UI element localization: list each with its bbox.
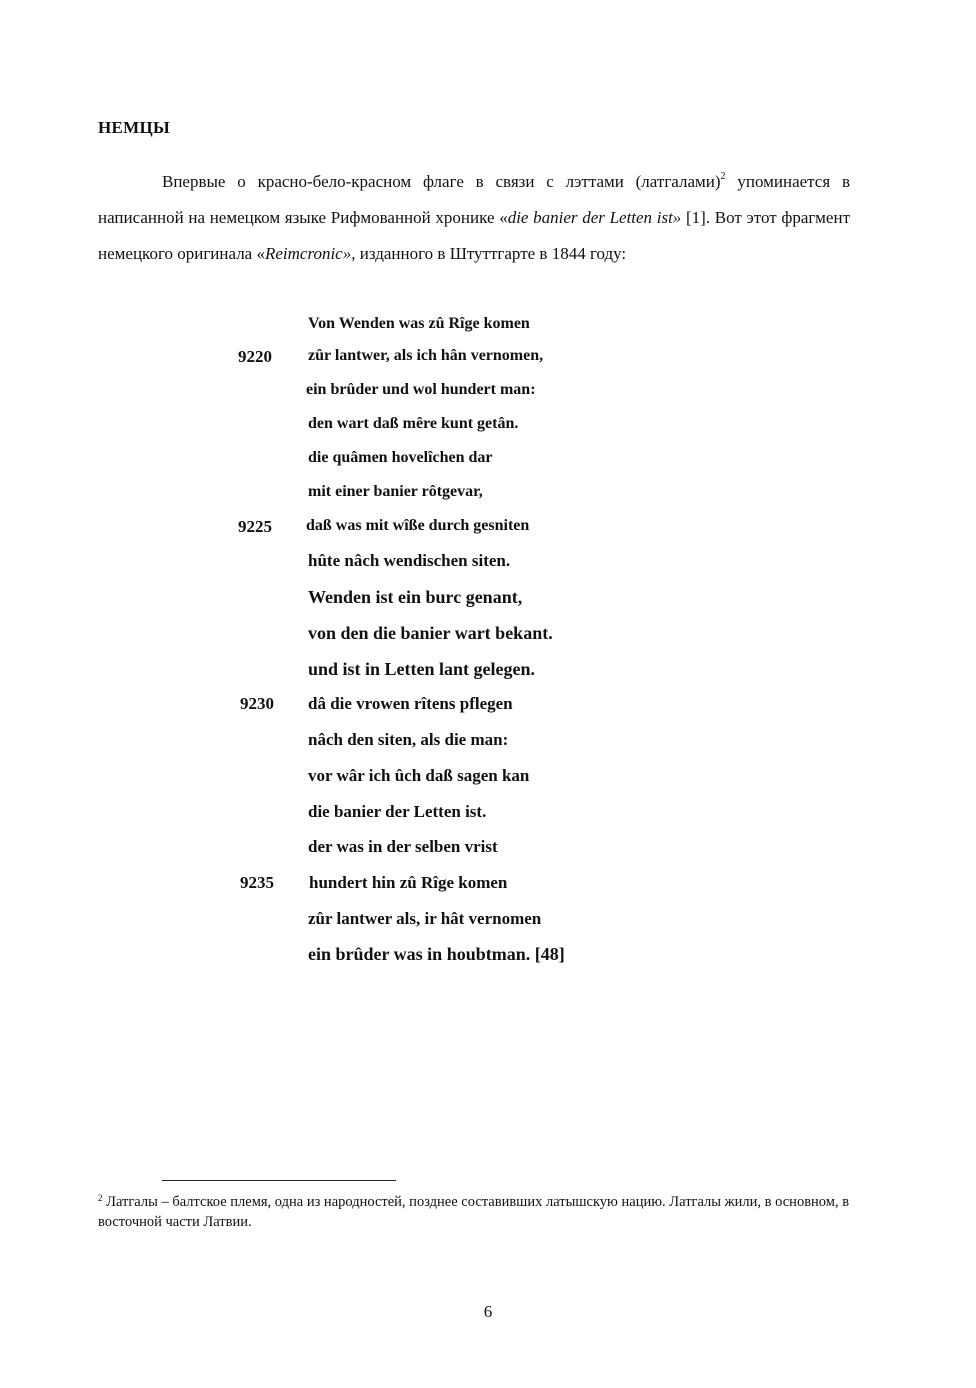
verse-number-9220: 9220: [238, 347, 272, 366]
chronicle-title-italic: Reimcronic»,: [264, 244, 356, 263]
verse-line-5: die quâmen hovelîchen dar: [308, 449, 493, 466]
paragraph-text-3: [1]. Вот этот фрагмент немецкого оригинала «: [98, 208, 851, 263]
paragraph-text-1: Впервые о красно-бело-красном флаге в связи с лэттами (латгалами): [162, 172, 721, 191]
verse-line-8: hûte nâch wendischen siten.: [308, 551, 511, 570]
paragraph-text-4: изданного в Штуттгарте в 1844 году:: [355, 244, 627, 263]
verse-line-16: der was in der selben vrist: [308, 837, 498, 856]
verse-line-11: und ist in Letten lant gelegen.: [308, 659, 536, 679]
footnote-mark: 2: [98, 1193, 103, 1203]
verse-line-10: von den die banier wart bekant.: [308, 623, 553, 643]
verse-line-15: die banier der Letten ist.: [308, 802, 487, 821]
verse-line-18: zûr lantwer als, ir hât vernomen: [308, 909, 542, 928]
paragraph-text-2: упоминается в написанной на немецком языке Рифмованной хронике «: [98, 172, 850, 227]
verse-line-7: daß was mit wîße durch gesniten: [306, 517, 530, 534]
verse-line-6: mit einer banier rôtgevar,: [308, 483, 483, 500]
verse-line-4: den wart daß mêre kunt getân.: [308, 415, 519, 432]
footnote-separator: [162, 1180, 396, 1181]
page-number: 6: [483, 1302, 493, 1321]
verse-line-13: nâch den siten, als die man:: [308, 730, 509, 749]
quote-italic: die banier der Letten ist»: [507, 208, 682, 227]
verse-line-17: hundert hin zû Rîge komen: [309, 873, 508, 892]
verse-line-3: ein brûder und wol hundert man:: [306, 381, 536, 398]
verse-number-9225: 9225: [238, 517, 272, 536]
verse-line-1: Von Wenden was zû Rîge komen: [308, 315, 530, 332]
section-heading: НЕМЦЫ: [98, 118, 171, 137]
verse-line-12: dâ die vrowen rîtens pflegen: [308, 694, 513, 713]
verse-number-9230: 9230: [240, 694, 274, 713]
verse-line-19: ein brûder was in houbtman. [48]: [308, 944, 565, 964]
verse-line-2: zûr lantwer, als ich hân vernomen,: [308, 347, 544, 364]
footnote-text: Латгалы – балтское племя, одна из народностей, позднее составивших латышскую нацию. Латгалы жили, в основном, в восточной части Латвии.: [98, 1194, 850, 1230]
footnote: [98, 1192, 878, 1232]
verse-line-14: vor wâr ich ûch daß sagen kan: [308, 766, 530, 785]
footnote-reference[interactable]: 2: [720, 171, 726, 182]
verse-number-9235: 9235: [240, 873, 274, 892]
intro-paragraph: [98, 164, 850, 272]
verse-line-9: Wenden ist ein burc genant,: [308, 587, 523, 607]
